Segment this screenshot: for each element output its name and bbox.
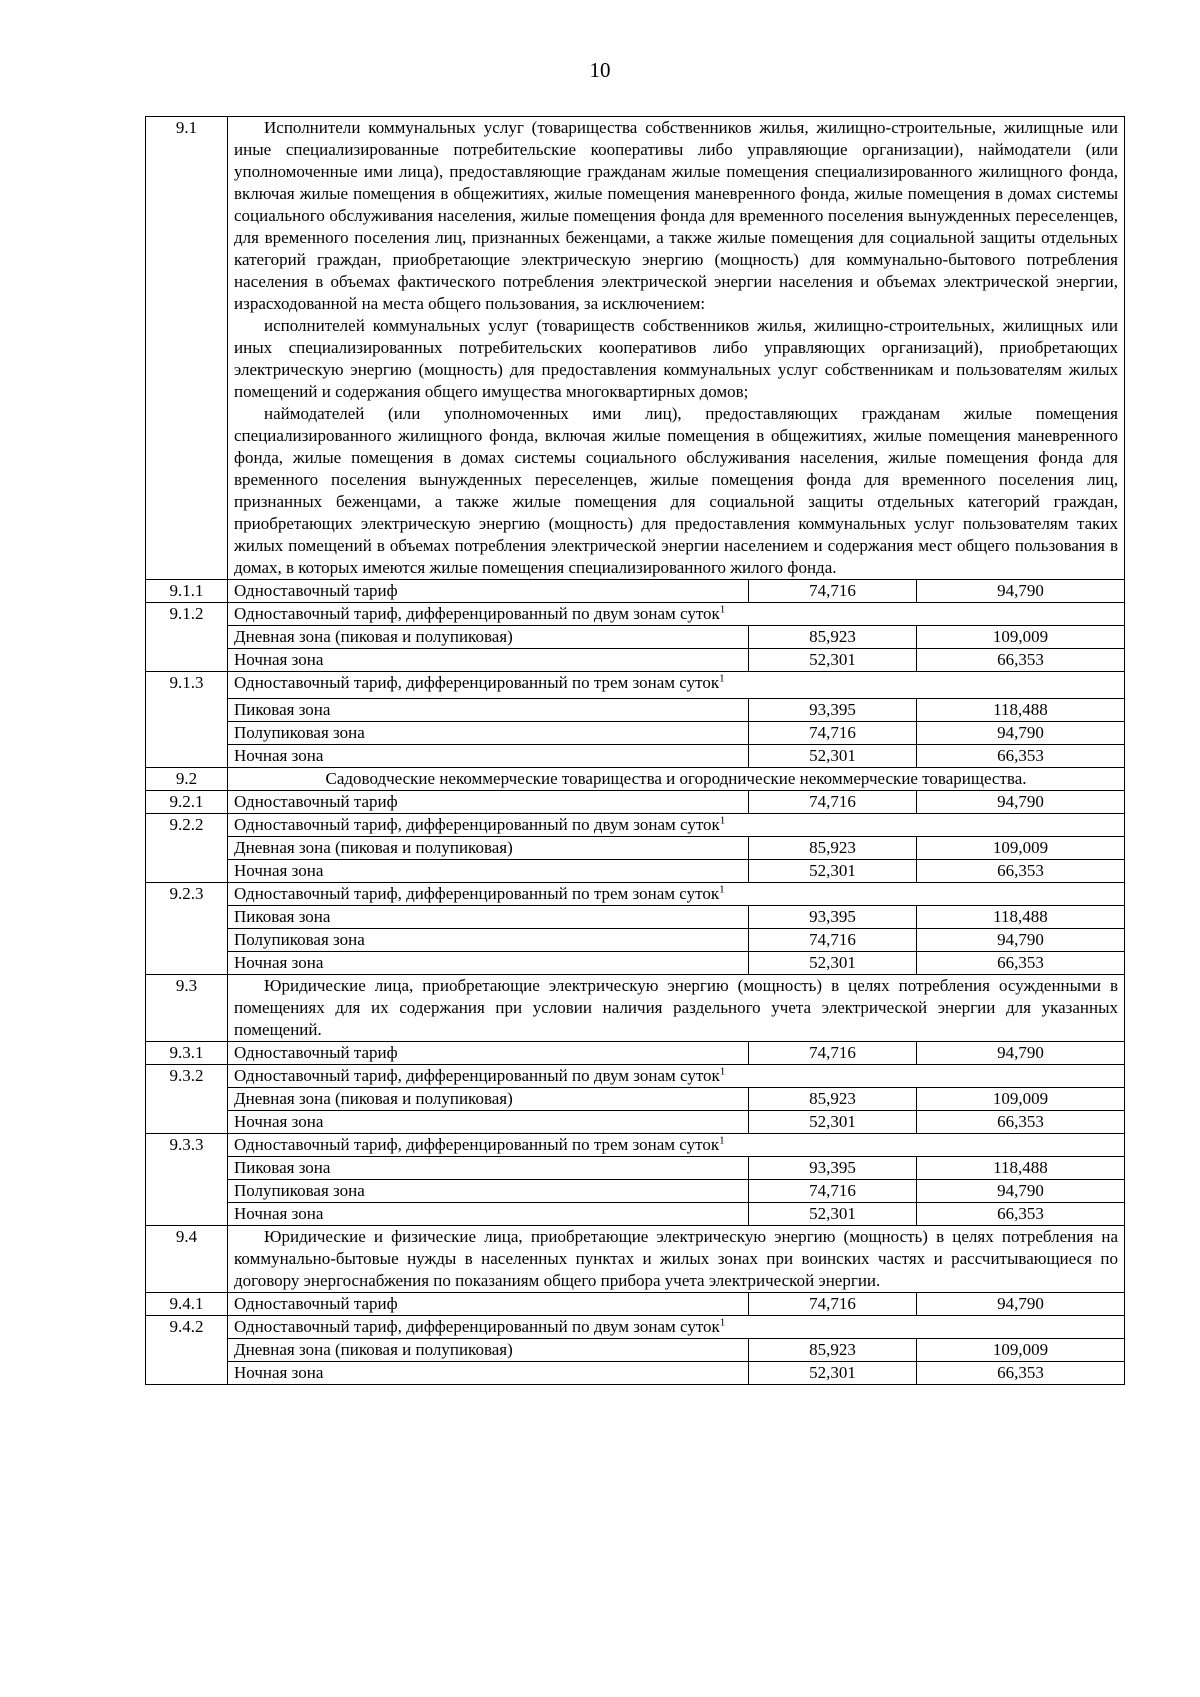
table-row bbox=[146, 906, 1125, 929]
zone-name: Пиковая зона bbox=[228, 1157, 749, 1180]
tariff-name: Одноставочный тариф bbox=[228, 791, 749, 814]
section-description bbox=[228, 975, 1125, 1042]
table-row bbox=[146, 837, 1125, 860]
table-row bbox=[146, 1203, 1125, 1226]
footnote-mark: 1 bbox=[719, 1316, 726, 1329]
item-number: 9.1.3 bbox=[146, 672, 228, 768]
zone-name: Ночная зона bbox=[228, 1203, 749, 1226]
item-number: 9.4.1 bbox=[146, 1293, 228, 1316]
zone-name: Полупиковая зона bbox=[228, 722, 749, 745]
table-row bbox=[146, 883, 1125, 906]
tariff-group-label: Одноставочный тариф, дифференцированный по трем зонам суток bbox=[234, 884, 720, 903]
zone-name: Ночная зона bbox=[228, 745, 749, 768]
page-number: 10 bbox=[589, 58, 611, 82]
tariff-value-1: 52,301 bbox=[748, 649, 916, 672]
table-row bbox=[146, 814, 1125, 837]
tariff-value-1: 52,301 bbox=[748, 952, 916, 975]
tariff-value-2: 94,790 bbox=[916, 1180, 1124, 1203]
tariff-value-1: 52,301 bbox=[748, 745, 916, 768]
zone-name: Дневная зона (пиковая и полупиковая) bbox=[228, 1088, 749, 1111]
table-row bbox=[146, 1065, 1125, 1088]
tariff-group-header bbox=[228, 1134, 1125, 1157]
table-row bbox=[146, 672, 1125, 699]
tariff-value-1: 93,395 bbox=[748, 1157, 916, 1180]
footnote-mark: 1 bbox=[719, 814, 726, 827]
tariff-value-1: 85,923 bbox=[748, 837, 916, 860]
tariff-group-header bbox=[228, 1316, 1125, 1339]
item-number: 9.3.2 bbox=[146, 1065, 228, 1134]
footnote-mark: 1 bbox=[719, 883, 725, 896]
table-row bbox=[146, 1157, 1125, 1180]
item-number: 9.4.2 bbox=[146, 1316, 228, 1385]
tariff-value-1: 93,395 bbox=[748, 699, 916, 722]
tariff-table bbox=[145, 116, 1125, 1385]
zone-name: Ночная зона bbox=[228, 952, 749, 975]
table-row bbox=[146, 1134, 1125, 1157]
tariff-value-1: 85,923 bbox=[748, 1339, 916, 1362]
table-row bbox=[146, 1088, 1125, 1111]
zone-name: Ночная зона bbox=[228, 1111, 749, 1134]
tariff-group-header bbox=[228, 603, 1125, 626]
footnote-mark: 1 bbox=[719, 672, 725, 685]
tariff-value-1: 74,716 bbox=[748, 1042, 916, 1065]
tariff-value-2: 94,790 bbox=[916, 722, 1124, 745]
tariff-group-label: Одноставочный тариф, дифференцированный по двум зонам суток bbox=[234, 815, 720, 834]
item-number: 9.2.1 bbox=[146, 791, 228, 814]
table-row bbox=[146, 791, 1125, 814]
section-row bbox=[146, 768, 1125, 791]
table-row bbox=[146, 580, 1125, 603]
tariff-value-2: 66,353 bbox=[916, 952, 1124, 975]
tariff-group-label: Одноставочный тариф, дифференцированный по двум зонам суток bbox=[234, 1066, 720, 1085]
tariff-value-2: 94,790 bbox=[916, 580, 1124, 603]
section-row bbox=[146, 1226, 1125, 1293]
tariff-name: Одноставочный тариф bbox=[228, 1042, 749, 1065]
tariff-value-2: 118,488 bbox=[916, 1157, 1124, 1180]
footnote-mark: 1 bbox=[719, 603, 726, 616]
tariff-value-2: 66,353 bbox=[916, 860, 1124, 883]
paragraph: наймодателей (или уполномоченных ими лиц), предоставляющих гражданам жилые помещения специализированного жилищного фонда, включая жилые помещения в общежитиях, жилые помещения маневренного фонда, жилые помещения в домах системы социального обслуживания населения, жилые помещения фонда для временного поселения вынужденных переселенцев, жилые помещения фонда для временного поселения лиц, признанных беженцами, а также жилые помещения для социальной защиты отдельных категорий граждан, приобретающих электрическую энергию (мощность) для предоставления коммунальных услуг пользователям таких жилых помещений в объемах потребления электрической энергии населением и содержания мест общего пользования в домах, в которых имеются жилые помещения специализированного жилого фонда. bbox=[234, 404, 1118, 577]
paragraph: Юридические лица, приобретающие электрическую энергию (мощность) в целях потребления осужденными в помещениях для их содержания при условии наличия раздельного учета электрической энергии для указанных помещений. bbox=[234, 976, 1118, 1039]
item-number: 9.2.2 bbox=[146, 814, 228, 883]
paragraph: исполнителей коммунальных услуг (товариществ собственников жилья, жилищно-строительных, жилищных или иных специализированных потребительских кооперативов либо управляющих организаций), приобретающих электрическую энергию (мощность) для предоставления коммунальных услуг собственникам и пользователям жилых помещений и содержания общего имущества многоквартирных домов; bbox=[234, 316, 1118, 401]
item-number: 9.3.1 bbox=[146, 1042, 228, 1065]
table-row bbox=[146, 1180, 1125, 1203]
tariff-value-1: 74,716 bbox=[748, 929, 916, 952]
tariff-group-label: Одноставочный тариф, дифференцированный по трем зонам суток bbox=[234, 673, 720, 692]
section-number: 9.3 bbox=[146, 975, 228, 1042]
tariff-value-2: 94,790 bbox=[916, 1042, 1124, 1065]
zone-name: Полупиковая зона bbox=[228, 1180, 749, 1203]
section-description bbox=[228, 117, 1125, 580]
tariff-value-1: 52,301 bbox=[748, 1203, 916, 1226]
section-number: 9.4 bbox=[146, 1226, 228, 1293]
table-row bbox=[146, 1362, 1125, 1385]
table-row bbox=[146, 699, 1125, 722]
table-row bbox=[146, 626, 1125, 649]
footnote-mark: 1 bbox=[719, 1065, 726, 1078]
tariff-value-2: 66,353 bbox=[916, 1111, 1124, 1134]
section-row bbox=[146, 117, 1125, 580]
tariff-group-label: Одноставочный тариф, дифференцированный по трем зонам суток bbox=[234, 1135, 720, 1154]
tariff-value-2: 66,353 bbox=[916, 1203, 1124, 1226]
table-row bbox=[146, 1316, 1125, 1339]
tariff-value-2: 94,790 bbox=[916, 791, 1124, 814]
tariff-value-1: 52,301 bbox=[748, 860, 916, 883]
tariff-value-2: 109,009 bbox=[916, 1088, 1124, 1111]
item-number: 9.2.3 bbox=[146, 883, 228, 975]
section-description: Садоводческие некоммерческие товарищества и огороднические некоммерческие товарищества. bbox=[228, 768, 1125, 791]
tariff-value-1: 74,716 bbox=[748, 791, 916, 814]
zone-name: Ночная зона bbox=[228, 860, 749, 883]
table-row bbox=[146, 1339, 1125, 1362]
tariff-value-1: 93,395 bbox=[748, 906, 916, 929]
table-row bbox=[146, 929, 1125, 952]
tariff-value-1: 85,923 bbox=[748, 626, 916, 649]
tariff-value-2: 94,790 bbox=[916, 1293, 1124, 1316]
table-row bbox=[146, 603, 1125, 626]
tariff-value-2: 94,790 bbox=[916, 929, 1124, 952]
section-number: 9.2 bbox=[146, 768, 228, 791]
tariff-group-header bbox=[228, 1065, 1125, 1088]
table-row bbox=[146, 860, 1125, 883]
tariff-group-header bbox=[228, 883, 1125, 906]
table-row bbox=[146, 952, 1125, 975]
paragraph: Исполнители коммунальных услуг (товарищества собственников жилья, жилищно-строительные, жилищные или иные специализированные потребительские кооперативы либо управляющие организации), наймодатели (или уполномоченные ими лица), предоставляющие гражданам жилые помещения специализированного жилищного фонда, включая жилые помещения в общежитиях, жилые помещения маневренного фонда, жилые помещения в домах системы социального обслуживания населения, жилые помещения фонда для временного поселения вынужденных переселенцев, для временного поселения лиц, признанных беженцами, а также жилые помещения для социальной защиты отдельных категорий граждан, приобретающие электрическую энергию (мощность) для коммунально-бытового потребления населения в объемах фактического потребления электрической энергии населения и объемах электрической энергии, израсходованной на места общего пользования, за исключением: bbox=[234, 118, 1118, 313]
tariff-value-1: 52,301 bbox=[748, 1362, 916, 1385]
zone-name: Полупиковая зона bbox=[228, 929, 749, 952]
table-row bbox=[146, 1111, 1125, 1134]
zone-name: Дневная зона (пиковая и полупиковая) bbox=[228, 1339, 749, 1362]
tariff-value-2: 66,353 bbox=[916, 1362, 1124, 1385]
tariff-value-2: 109,009 bbox=[916, 1339, 1124, 1362]
zone-name: Ночная зона bbox=[228, 1362, 749, 1385]
tariff-value-1: 74,716 bbox=[748, 580, 916, 603]
zone-name: Дневная зона (пиковая и полупиковая) bbox=[228, 626, 749, 649]
tariff-value-2: 118,488 bbox=[916, 699, 1124, 722]
tariff-group-label: Одноставочный тариф, дифференцированный по двум зонам суток bbox=[234, 1317, 720, 1336]
section-number: 9.1 bbox=[146, 117, 228, 580]
zone-name: Пиковая зона bbox=[228, 906, 749, 929]
section-description bbox=[228, 1226, 1125, 1293]
tariff-value-2: 118,488 bbox=[916, 906, 1124, 929]
paragraph: Юридические и физические лица, приобретающие электрическую энергию (мощность) в целях потребления на коммунально-бытовые нужды в населенных пунктах и жилых зонах при воинских частях и рассчитывающиеся по договору энергоснабжения по показаниям общего прибора учета электрической энергии. bbox=[234, 1227, 1118, 1290]
tariff-value-2: 109,009 bbox=[916, 626, 1124, 649]
tariff-value-1: 85,923 bbox=[748, 1088, 916, 1111]
tariff-value-1: 74,716 bbox=[748, 1180, 916, 1203]
zone-name: Дневная зона (пиковая и полупиковая) bbox=[228, 837, 749, 860]
tariff-group-label: Одноставочный тариф, дифференцированный по двум зонам суток bbox=[234, 604, 720, 623]
tariff-value-2: 109,009 bbox=[916, 837, 1124, 860]
tariff-value-2: 66,353 bbox=[916, 649, 1124, 672]
tariff-name: Одноставочный тариф bbox=[228, 1293, 749, 1316]
table-row bbox=[146, 1293, 1125, 1316]
section-row bbox=[146, 975, 1125, 1042]
footnote-mark: 1 bbox=[719, 1134, 725, 1147]
tariff-value-2: 66,353 bbox=[916, 745, 1124, 768]
tariff-value-1: 74,716 bbox=[748, 1293, 916, 1316]
item-number: 9.3.3 bbox=[146, 1134, 228, 1226]
zone-name: Пиковая зона bbox=[228, 699, 749, 722]
table-row bbox=[146, 745, 1125, 768]
zone-name: Ночная зона bbox=[228, 649, 749, 672]
table-row bbox=[146, 1042, 1125, 1065]
table-row bbox=[146, 722, 1125, 745]
item-number: 9.1.2 bbox=[146, 603, 228, 672]
table-row bbox=[146, 649, 1125, 672]
tariff-group-header bbox=[228, 672, 1125, 699]
tariff-value-1: 52,301 bbox=[748, 1111, 916, 1134]
tariff-value-1: 74,716 bbox=[748, 722, 916, 745]
tariff-name: Одноставочный тариф bbox=[228, 580, 749, 603]
tariff-group-header bbox=[228, 814, 1125, 837]
item-number: 9.1.1 bbox=[146, 580, 228, 603]
